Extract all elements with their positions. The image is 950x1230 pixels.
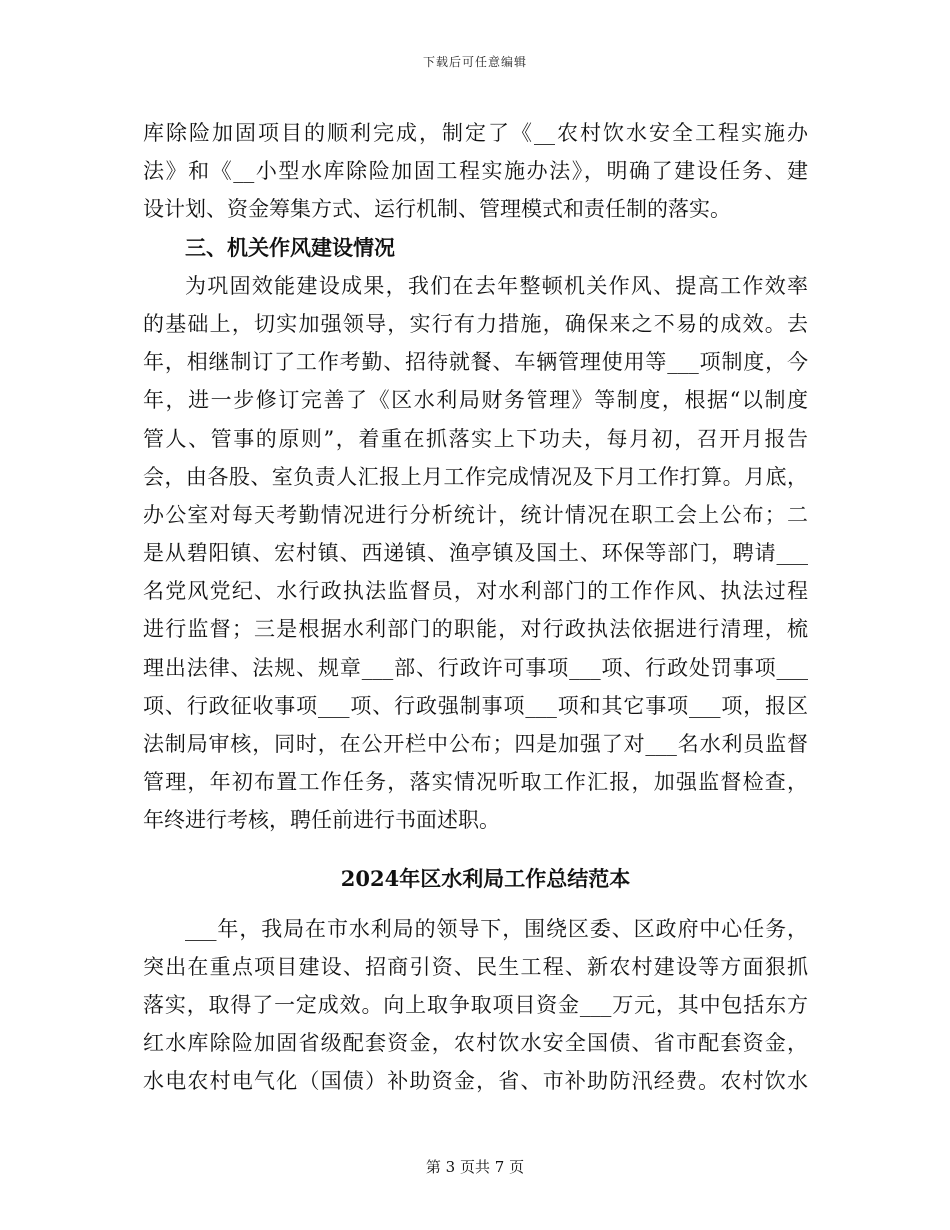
text-line: 名党风党纪、水行政执法监督员，对水利部门的工作作风、执法过程 [143,579,808,604]
paragraph-work-style [143,267,808,840]
text-line: 管人、管事的原则”，着重在抓落实上下功夫，每月初，召开月报告 [143,426,808,451]
text-line: 年，相继制订了工作考勤、招待就餐、车辆管理使用等___项制度，今 [143,350,808,375]
page-header: 下载后可任意编辑 [422,55,527,69]
section-heading: 三、机关作风建设情况 [185,234,395,260]
text-line: 的基础上，切实加强领导，实行有力措施，确保来之不易的成效。去 [143,311,808,336]
document-title: 2024年区水利局工作总结范本 [340,865,631,891]
text-line: 年，进一步修订完善了《区水利局财务管理》等制度，根据“以制度 [143,388,808,413]
page-footer: 第 3 页共 7 页 [425,1158,525,1176]
text-line: 为巩固效能建设成果，我们在去年整顿机关作风、提高工作效率 [185,273,808,298]
text-line: ___年，我局在市水利局的领导下，围绕区委、区政府中心任务， [185,916,808,941]
paragraph-continued [143,114,808,229]
text-line: 进行监督；三是根据水利部门的职能，对行政执法依据进行清理，梳 [143,617,808,642]
text-line: 法》和《__小型水库除险加固工程实施办法》，明确了建设任务、建 [143,159,808,184]
paragraph-summary [143,910,808,1101]
text-line: 是从碧阳镇、宏村镇、西递镇、渔亭镇及国土、环保等部门，聘请___ [143,541,808,566]
text-line: 设计划、资金筹集方式、运行机制、管理模式和责任制的落实。 [143,197,731,222]
text-line: 管理，年初布置工作任务，落实情况听取工作汇报，加强监督检查， [143,770,808,795]
text-line: 红水库除险加固省级配套资金，农村饮水安全国债、省市配套资金， [143,1031,808,1056]
text-line: 年终进行考核，聘任前进行书面述职。 [143,808,500,833]
text-line: 水电农村电气化（国债）补助资金，省、市补助防汛经费。农村饮水 [143,1069,808,1094]
text-line: 办公室对每天考勤情况进行分析统计，统计情况在职工会上公布；二 [143,502,808,527]
text-line: 理出法律、法规、规章___部、行政许可事项___项、行政处罚事项___ [143,655,808,680]
text-line: 库除险加固项目的顺利完成，制定了《__农村饮水安全工程实施办 [143,121,808,145]
text-line: 法制局审核，同时，在公开栏中公布；四是加强了对___名水利员监督 [143,732,808,756]
text-line: 项、行政征收事项___项、行政强制事项___项和其它事项___项，报区 [143,693,808,718]
text-line: 落实，取得了一定成效。向上取争取项目资金___万元，其中包括东方 [143,992,808,1017]
text-line: 突出在重点项目建设、招商引资、民生工程、新农村建设等方面狠抓 [143,954,808,979]
document-body [143,114,808,1101]
text-line: 会，由各股、室负责人汇报上月工作完成情况及下月工作打算。月底， [143,464,808,489]
